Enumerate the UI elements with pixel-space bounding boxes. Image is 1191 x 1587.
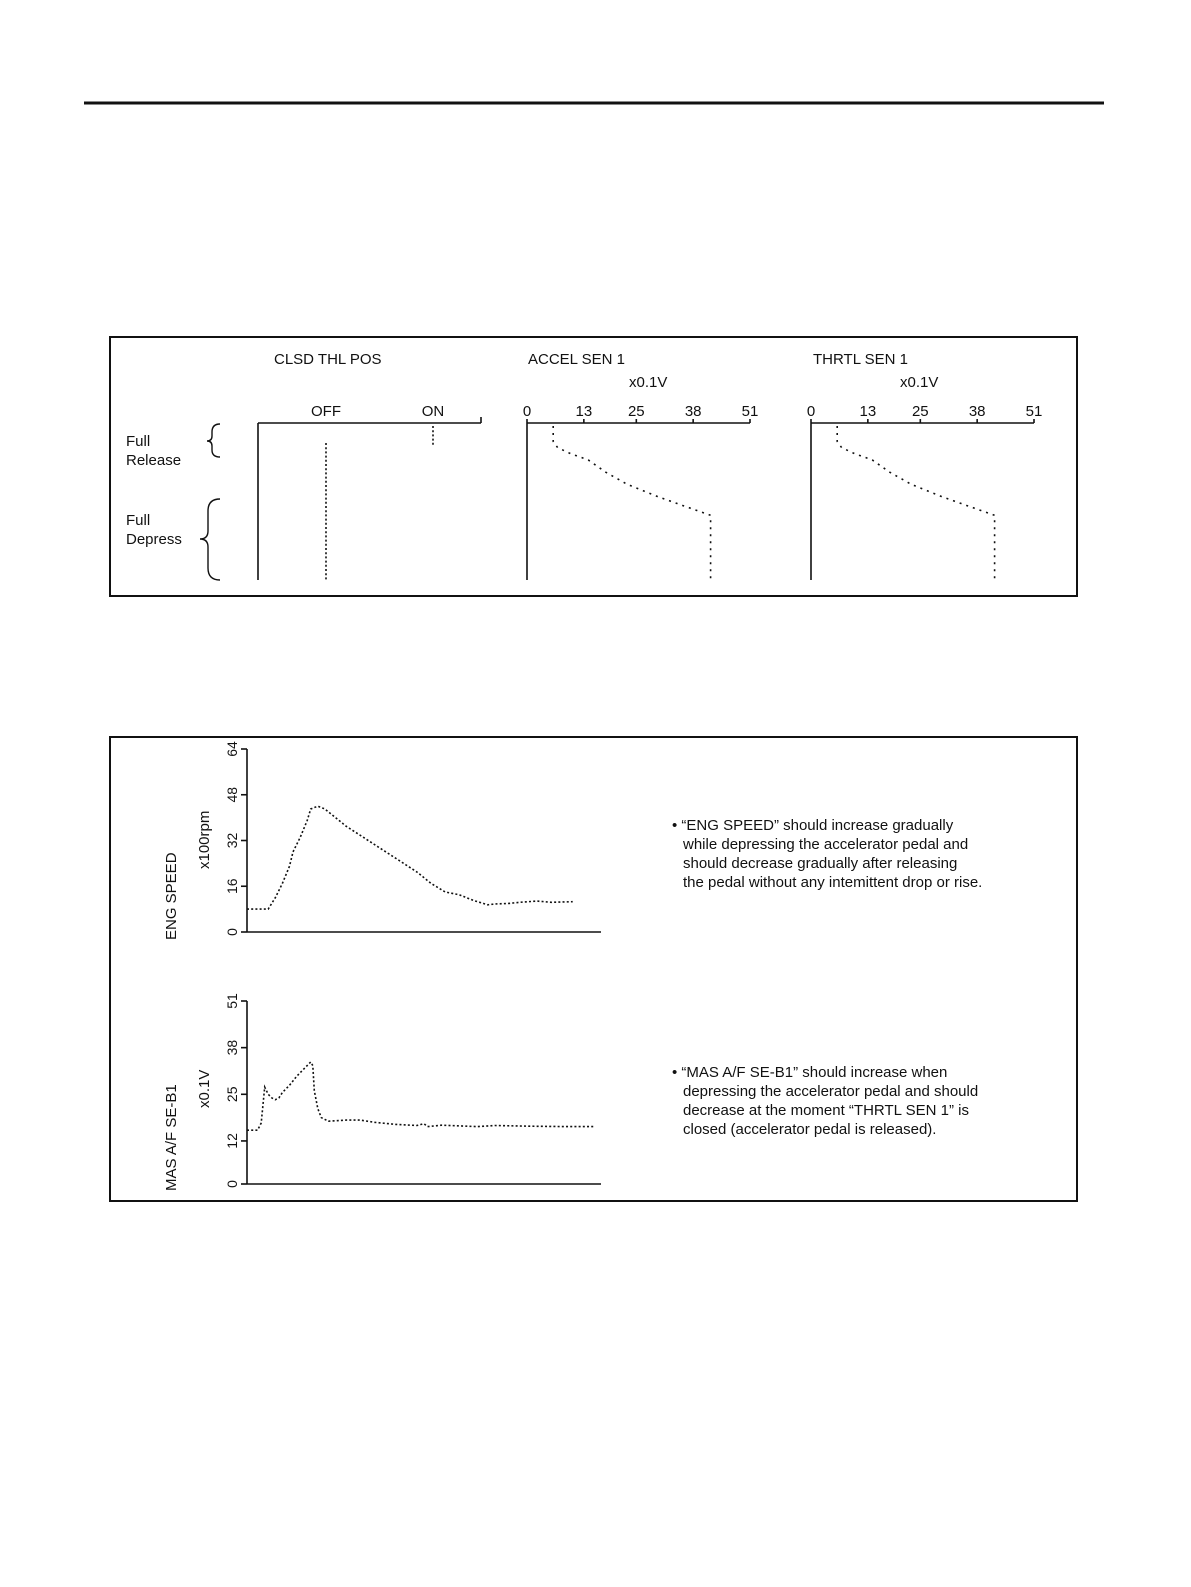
accel-tick-label-1: 13 — [575, 403, 593, 420]
eng-tick-label-2: 32 — [224, 832, 240, 849]
mas-af-trace — [247, 1062, 594, 1130]
thrtl-tick-label-2: 25 — [911, 403, 929, 420]
accel-tick-label-3: 38 — [684, 403, 702, 420]
accel-sen-1-chart — [523, 403, 759, 580]
full-release-brace — [207, 424, 220, 457]
maf-note-line-4: closed (accelerator pedal is released). — [683, 1121, 937, 1138]
eng-speed-note — [672, 817, 982, 891]
eng-speed-trace — [247, 806, 573, 909]
eng-tick-label-4: 64 — [224, 741, 240, 757]
eng-speed-axis-label: ENG SPEED — [163, 852, 180, 940]
maf-ticks — [224, 993, 247, 1188]
eng-speed-chart — [163, 741, 601, 940]
eng-note-line-2: while depressing the accelerator pedal and — [683, 836, 969, 853]
thrtl-sen-1-title: THRTL SEN 1 — [813, 351, 909, 368]
maf-note-line-1: • “MAS A/F SE-B1” should increase when — [672, 1064, 948, 1081]
full-depress-brace — [200, 499, 220, 580]
eng-ticks — [224, 741, 247, 936]
thrtl-tick-label-1: 13 — [859, 403, 877, 420]
mas-af-note — [672, 1064, 978, 1138]
accel-ticks — [523, 403, 759, 423]
eng-note-line-4: the pedal without any intemittent drop or rise. — [683, 874, 983, 891]
eng-note-line-3: should decrease gradually after releasing — [683, 855, 958, 872]
mas-af-chart — [163, 993, 601, 1191]
thrtl-sen-1-unit: x0.1V — [900, 374, 939, 391]
maf-tick-label-2: 25 — [224, 1086, 240, 1103]
time-trace-panel — [110, 737, 1077, 1201]
eng-tick-label-3: 48 — [224, 786, 240, 803]
thrtl-tick-label-0: 0 — [806, 403, 816, 420]
full-depress-label-line2: Depress — [126, 531, 182, 548]
thrtl-ticks — [807, 403, 1043, 423]
thrtl-sen-1-trace — [837, 426, 994, 580]
pedal-sweep-panel — [110, 337, 1077, 596]
eng-tick-label-1: 16 — [224, 878, 240, 895]
accel-sen-1-unit: x0.1V — [629, 374, 668, 391]
maf-tick-label-4: 51 — [224, 993, 240, 1009]
maf-tick-label-3: 38 — [224, 1039, 240, 1056]
clsd-thl-pos-title: CLSD THL POS — [274, 351, 382, 368]
maf-tick-label-1: 12 — [224, 1133, 240, 1149]
thrtl-tick-label-3: 38 — [968, 403, 986, 420]
thrtl-tick-label-4: 51 — [1025, 403, 1043, 420]
eng-tick-label-0: 0 — [224, 928, 240, 936]
maf-note-line-3: decrease at the moment “THRTL SEN 1” is — [683, 1102, 969, 1119]
maf-note-line-2: depressing the accelerator pedal and should — [683, 1083, 979, 1100]
clsd-tick-on: ON — [421, 403, 445, 420]
full-release-label-line1: Full — [126, 433, 151, 450]
mas-af-unit: x0.1V — [196, 1069, 213, 1108]
accel-tick-label-0: 0 — [522, 403, 532, 420]
thrtl-sen-1-chart — [807, 403, 1043, 580]
eng-note-line-1: • “ENG SPEED” should increase gradually — [672, 817, 954, 834]
accel-sen-1-title: ACCEL SEN 1 — [528, 351, 625, 368]
accel-tick-label-4: 51 — [741, 403, 759, 420]
eng-speed-unit: x100rpm — [196, 810, 213, 869]
full-depress-label-line1: Full — [126, 512, 151, 529]
accel-sen-1-trace — [553, 426, 710, 580]
accel-tick-label-2: 25 — [627, 403, 645, 420]
clsd-thl-pos-chart — [258, 403, 481, 580]
maf-tick-label-0: 0 — [224, 1180, 240, 1188]
full-release-label-line2: Release — [126, 452, 182, 469]
mas-af-axis-label: MAS A/F SE-B1 — [163, 1084, 180, 1191]
clsd-tick-off: OFF — [311, 403, 341, 420]
